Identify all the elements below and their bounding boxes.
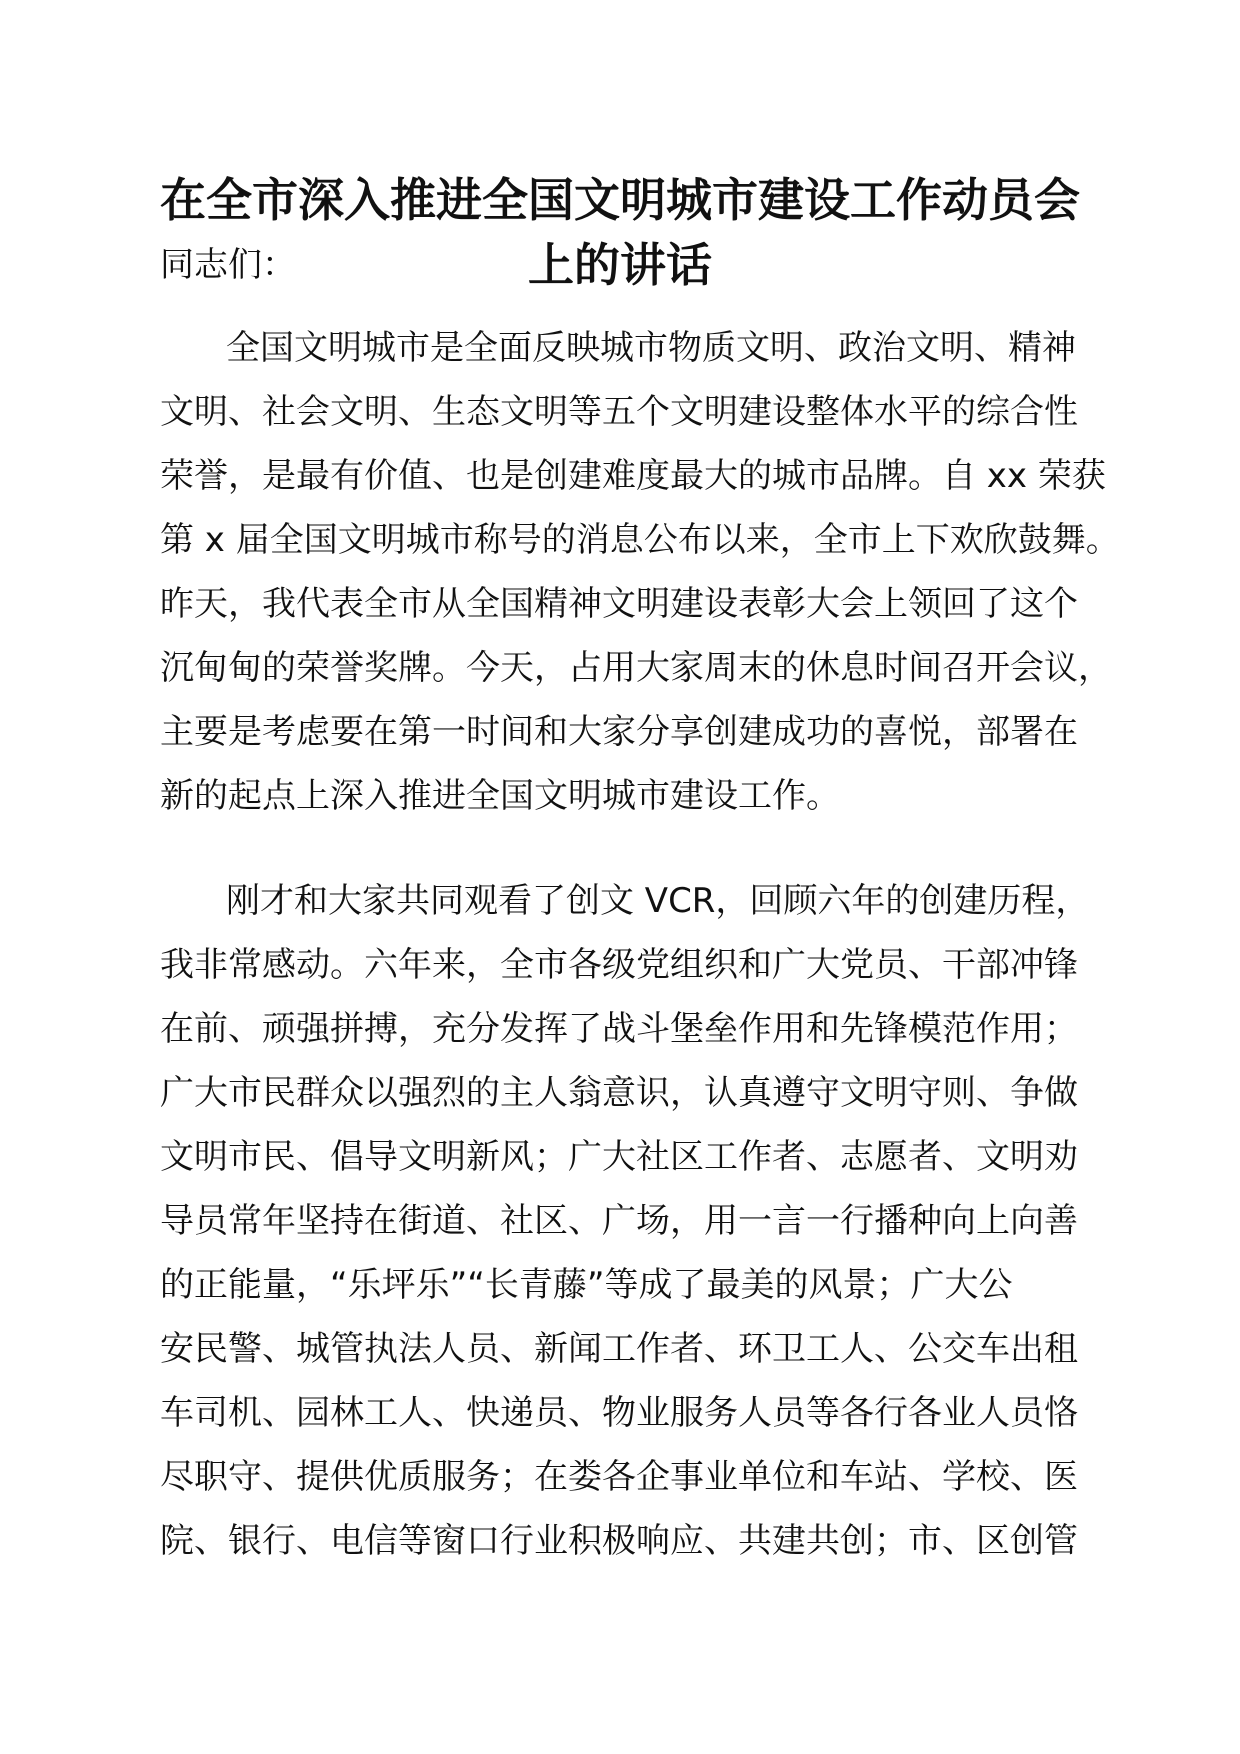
paragraph-1-line-7: 主要是考虑要在第一时间和大家分享创建成功的喜悦，部署在 (160, 712, 1078, 752)
salutation: 同志们： (160, 245, 296, 285)
paragraph-2-line-11: 院、银行、电信等窗口行业积极响应、共建共创；市、区创管 (160, 1521, 1078, 1561)
paragraph-1-line-3: 荣誉，是最有价值、也是创建难度最大的城市品牌。自 xx 荣获 (160, 456, 1106, 496)
document-title-line-1: 在全市深入推进全国文明城市建设工作动员会 (160, 173, 1080, 227)
paragraph-1-line-1: 全国文明城市是全面反映城市物质文明、政治文明、精神 (226, 328, 1076, 368)
paragraph-2-line-2: 我非常感动。六年来，全市各级党组织和广大党员、干部冲锋 (160, 945, 1078, 985)
paragraph-2-line-3: 在前、顽强拼搏，充分发挥了战斗堡垒作用和先锋模范作用； (160, 1009, 1078, 1049)
paragraph-2-line-9: 车司机、园林工人、快递员、物业服务人员等各行各业人员恪 (160, 1393, 1078, 1433)
paragraph-2-line-8: 安民警、城管执法人员、新闻工作者、环卫工人、公交车出租 (160, 1329, 1078, 1369)
paragraph-2-line-6: 导员常年坚持在街道、社区、广场，用一言一行播种向上向善 (160, 1201, 1078, 1241)
paragraph-2-line-5: 文明市民、倡导文明新风；广大社区工作者、志愿者、文明劝 (160, 1137, 1078, 1177)
paragraph-2-line-7: 的正能量，“乐坪乐”“长青藤”等成了最美的风景；广大公 (160, 1265, 1013, 1305)
paragraph-1-line-8: 新的起点上深入推进全国文明城市建设工作。 (160, 776, 840, 816)
paragraph-1-line-2: 文明、社会文明、生态文明等五个文明建设整体水平的综合性 (160, 392, 1078, 432)
paragraph-1-line-5: 昨天，我代表全市从全国精神文明建设表彰大会上领回了这个 (160, 584, 1078, 624)
paragraph-2-line-4: 广大市民群众以强烈的主人翁意识，认真遵守文明守则、争做 (160, 1073, 1078, 1113)
paragraph-1-line-6: 沉甸甸的荣誉奖牌。今天，占用大家周末的休息时间召开会议， (160, 648, 1112, 688)
paragraph-1-line-4: 第 x 届全国文明城市称号的消息公布以来，全市上下欢欣鼓舞。 (160, 520, 1120, 560)
document-title-line-2: 上的讲话 (528, 238, 712, 292)
paragraph-2-line-10: 尽职守、提供优质服务；在娄各企事业单位和车站、学校、医 (160, 1457, 1078, 1497)
paragraph-2-line-1: 刚才和大家共同观看了创文 VCR，回顾六年的创建历程， (226, 881, 1090, 921)
